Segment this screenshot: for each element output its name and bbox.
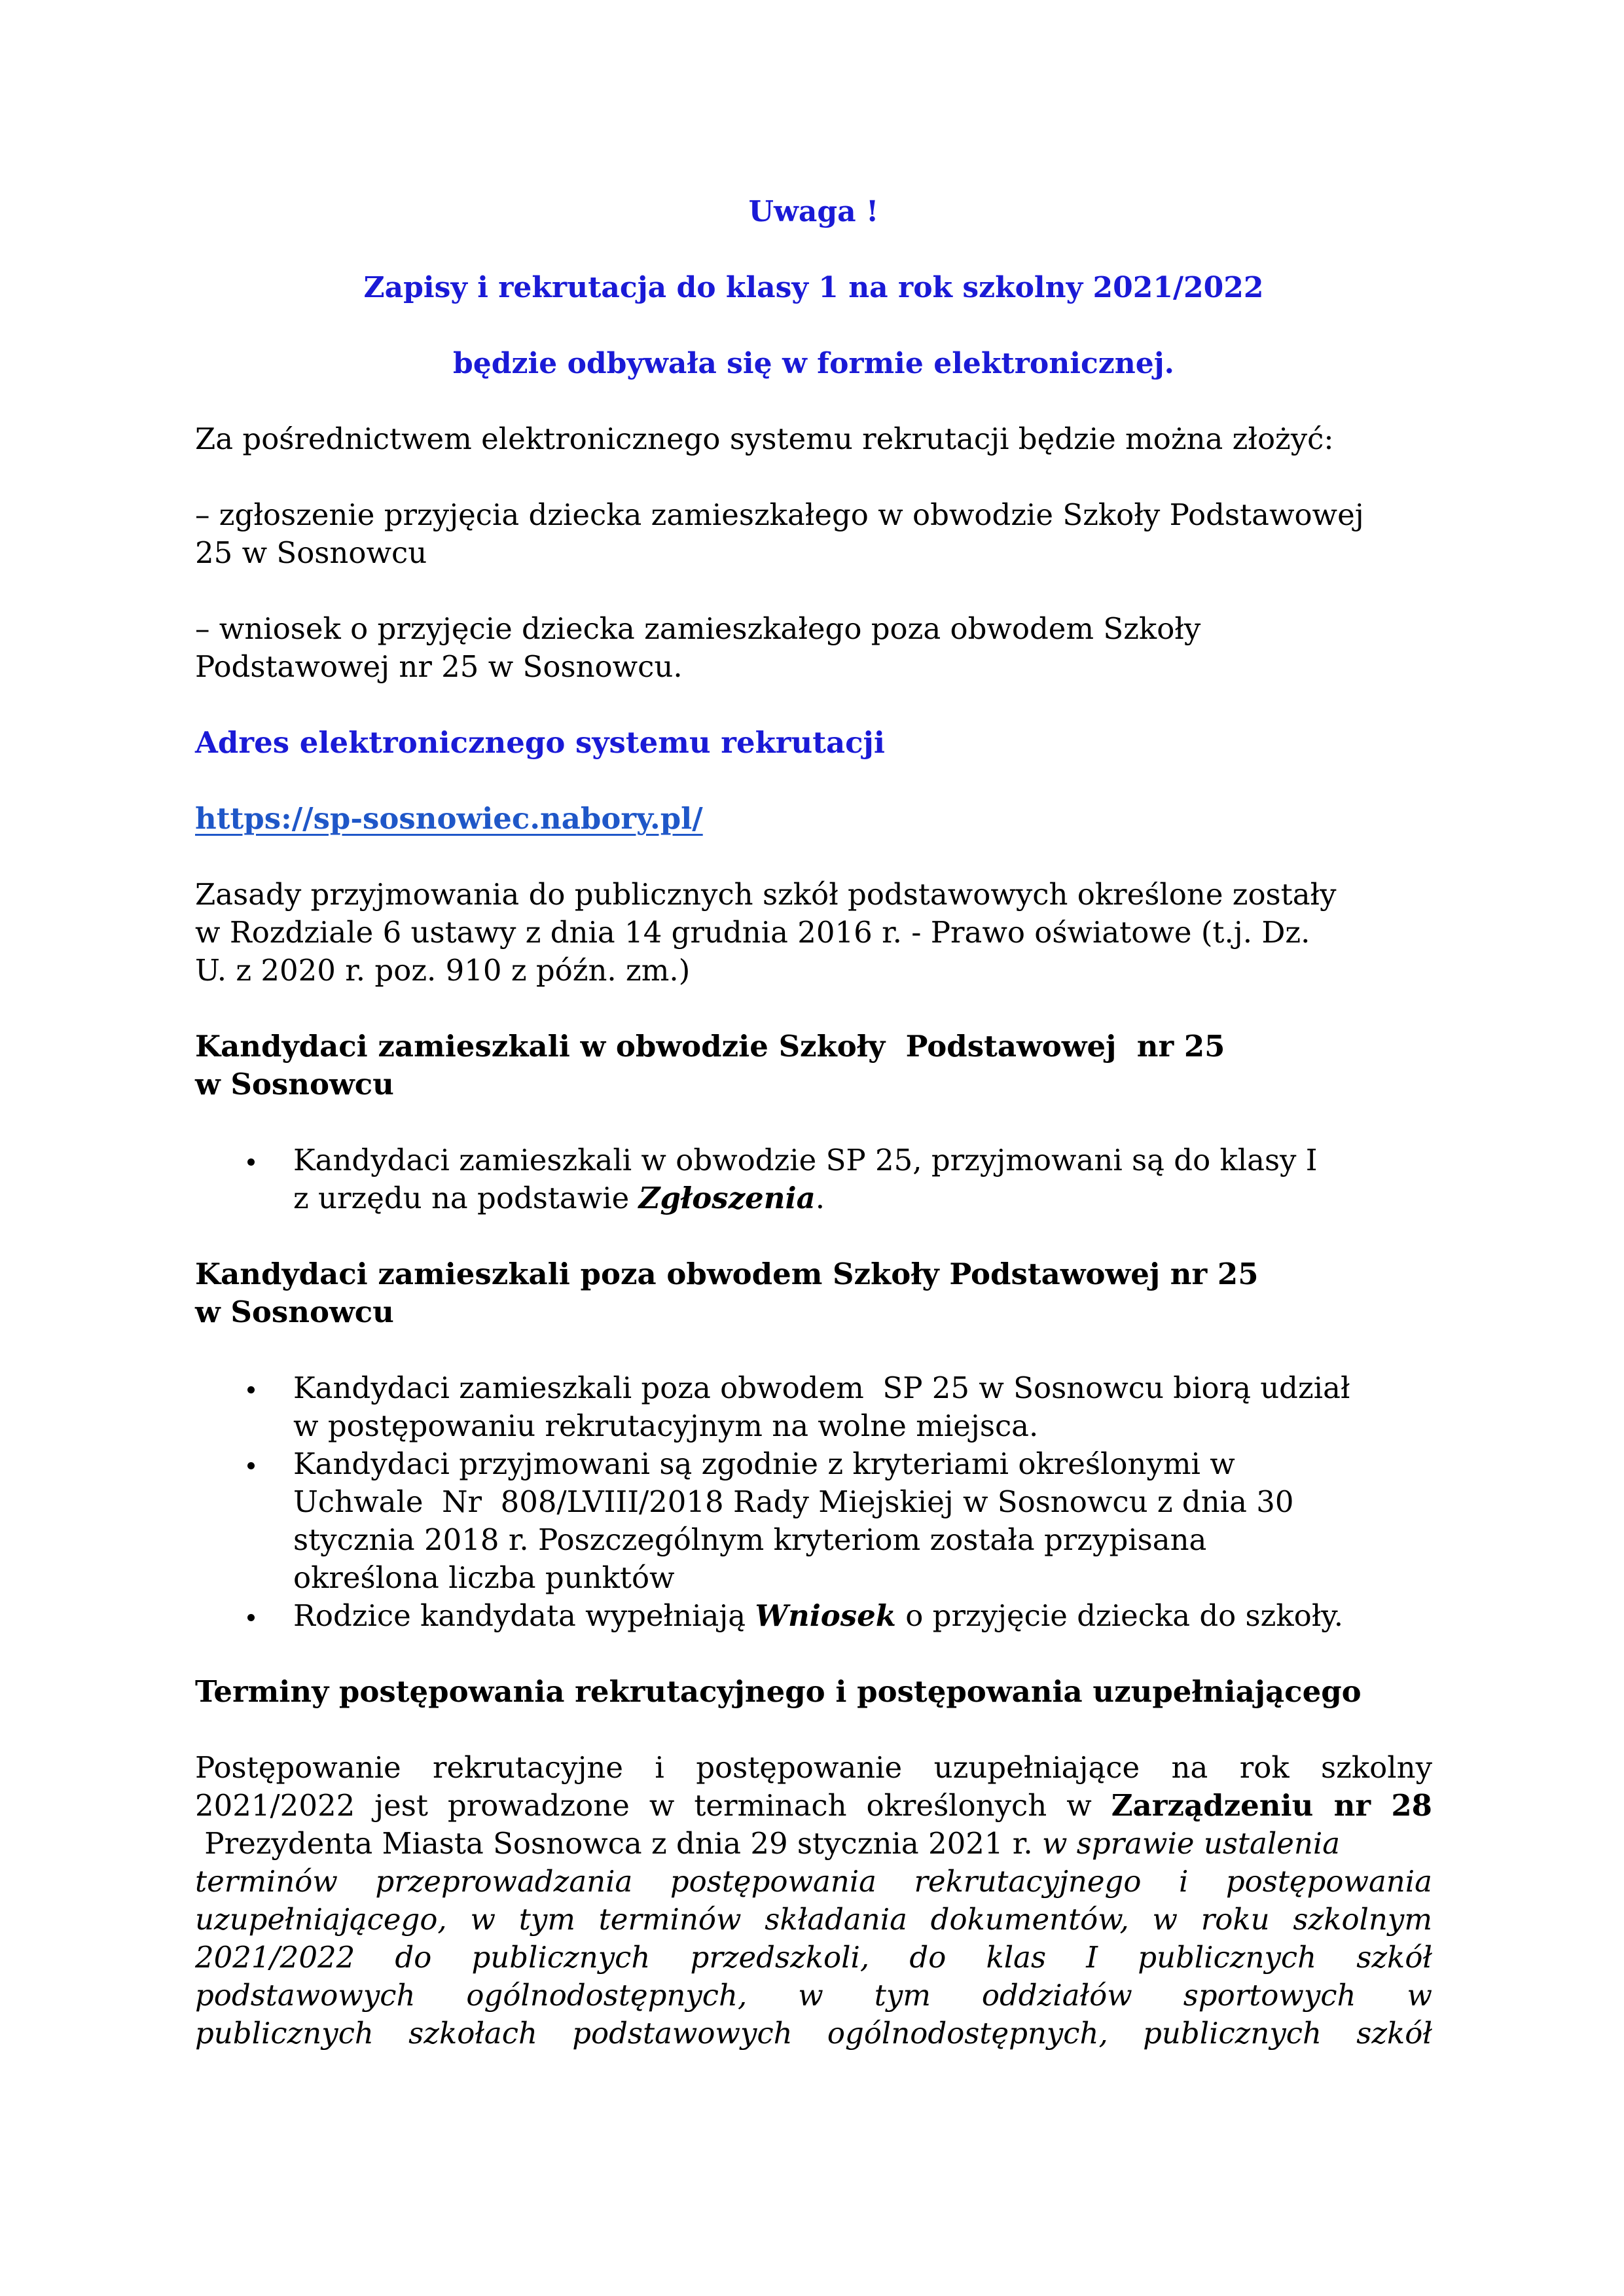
list-item [293,1369,1432,1445]
deadlines-line6: 2021/2022 do publicznych przedszkoli, do klas I publicznych szkół [195,1940,1432,1975]
deadlines-line2-pre: 2021/2022 jest prowadzone w terminach określonych w [195,1788,1111,1823]
deadlines-line4: terminów przeprowadzania postępowania rekrutacyjnego i postępowania [195,1864,1432,1899]
item-application [195,610,1432,686]
heading-enrollment: Zapisy i rekrutacja do klasy 1 na rok szkolny 2021/2022 [363,271,1264,304]
heading-electronic-form: będzie odbywała się w formie elektronicznej. [453,347,1174,380]
bullet-icon [247,1158,255,1166]
list-item [293,1445,1432,1597]
in-district-bullet1-line2 [293,1179,1432,1217]
out-district-bullet1-line1: Kandydaci zamieszkali poza obwodem SP 25 w Sosnowcu biorą udział [293,1371,1350,1405]
out-district-bullet1-line2: w postępowaniu rekrutacyjnym na wolne miejsca. [293,1408,1039,1443]
section-title-in-district-line2: w Sosnowcu [195,1067,394,1102]
section-title-in-district-line1: Kandydaci zamieszkali w obwodzie Szkoły Podstawowej nr 25 [195,1029,1225,1064]
item-notification-line2: 25 w Sosnowcu [195,535,427,570]
out-district-bullet3-emphasis: Wniosek [755,1598,896,1633]
in-district-list [195,1141,1432,1217]
out-district-bullet2-line2: Uchwale Nr 808/LVIII/2018 Rady Miejskiej w Sosnowcu z dnia 30 [293,1484,1294,1519]
in-district-bullet1-line1: Kandydaci zamieszkali w obwodzie SP 25, przyjmowani są do klasy I [293,1143,1318,1177]
out-district-bullet2-line3: stycznia 2018 r. Poszczególnym kryteriom została przypisana [293,1522,1207,1557]
in-district-bullet1-emphasis: Zgłoszenia [638,1181,816,1215]
deadlines-line3-pre: Prezydenta Miasta Sosnowca z dnia 29 stycznia 2021 r. [195,1826,1042,1861]
out-district-bullet2-line1: Kandydaci przyjmowani są zgodnie z kryteriami określonymi w [293,1446,1235,1481]
deadlines-line2-bold: Zarządzeniu nr 28 [1111,1788,1432,1823]
section-title-in-district [195,1028,1432,1103]
deadlines-line2 [195,1787,1432,1825]
item-notification-line1: – zgłoszenie przyjęcia dziecka zamieszkałego w obwodzie Szkoły Podstawowej [195,497,1364,532]
deadlines-line3-em: w sprawie ustalenia [1041,1826,1341,1861]
rules-line1: Zasady przyjmowania do publicznych szkół podstawowych określone zostały [195,877,1337,912]
intro-paragraph: Za pośrednictwem elektronicznego systemu rekrutacji będzie można złożyć: [195,422,1334,456]
item-application-line1: – wniosek o przyjęcie dziecka zamieszkałego poza obwodem Szkoły [195,611,1201,646]
bullet-icon [247,1386,255,1393]
heading-attention: Uwaga ! [748,195,879,228]
in-district-bullet1-line2-post: . [815,1181,825,1215]
section-title-out-district-line2: w Sosnowcu [195,1295,394,1329]
out-district-bullet3-post: o przyjęcie dziecka do szkoły. [895,1598,1344,1633]
deadlines-line1: Postępowanie rekrutacyjne i postępowanie uzupełniające na rok szkolny [195,1750,1432,1785]
rules-line2: w Rozdziale 6 ustawy z dnia 14 grudnia 2016 r. - Prawo oświatowe (t.j. Dz. [195,915,1310,950]
section-title-deadlines: Terminy postępowania rekrutacyjnego i postępowania uzupełniającego [195,1674,1362,1709]
rules-paragraph [195,876,1432,990]
address-label: Adres elektronicznego systemu rekrutacji [195,725,885,760]
bullet-icon [247,1462,255,1469]
out-district-bullet2-line4: określona liczba punktów [293,1560,675,1595]
deadlines-line7: podstawowych ogólnodostępnych, w tym oddziałów sportowych w [195,1978,1432,2013]
section-title-out-district-line1: Kandydaci zamieszkali poza obwodem Szkoły Podstawowej nr 25 [195,1257,1259,1291]
list-item [293,1141,1432,1217]
document-page [195,194,1432,2053]
deadlines-line3 [195,1825,1432,1863]
deadlines-line5: uzupełniającego, w tym terminów składania dokumentów, w roku szkolnym [195,1902,1432,1937]
rules-line3: U. z 2020 r. poz. 910 z późn. zm.) [195,953,691,988]
list-item [293,1597,1432,1635]
deadlines-paragraph [195,1749,1432,2053]
in-district-bullet1-line2-pre: z urzędu na podstawie [293,1181,639,1215]
section-title-out-district [195,1255,1432,1331]
out-district-bullet3-pre: Rodzice kandydata wypełniają [293,1598,755,1633]
out-district-list [195,1369,1432,1635]
out-district-bullet3 [293,1597,1432,1635]
deadlines-line8: publicznych szkołach podstawowych ogólnodostępnych, publicznych szkół [195,2016,1432,2051]
bullet-icon [247,1614,255,1621]
address-link-paragraph [195,800,1432,838]
item-application-line2: Podstawowej nr 25 w Sosnowcu. [195,649,683,684]
recruitment-system-link[interactable]: https://sp-sosnowiec.nabory.pl/ [195,801,703,836]
item-notification [195,496,1432,572]
